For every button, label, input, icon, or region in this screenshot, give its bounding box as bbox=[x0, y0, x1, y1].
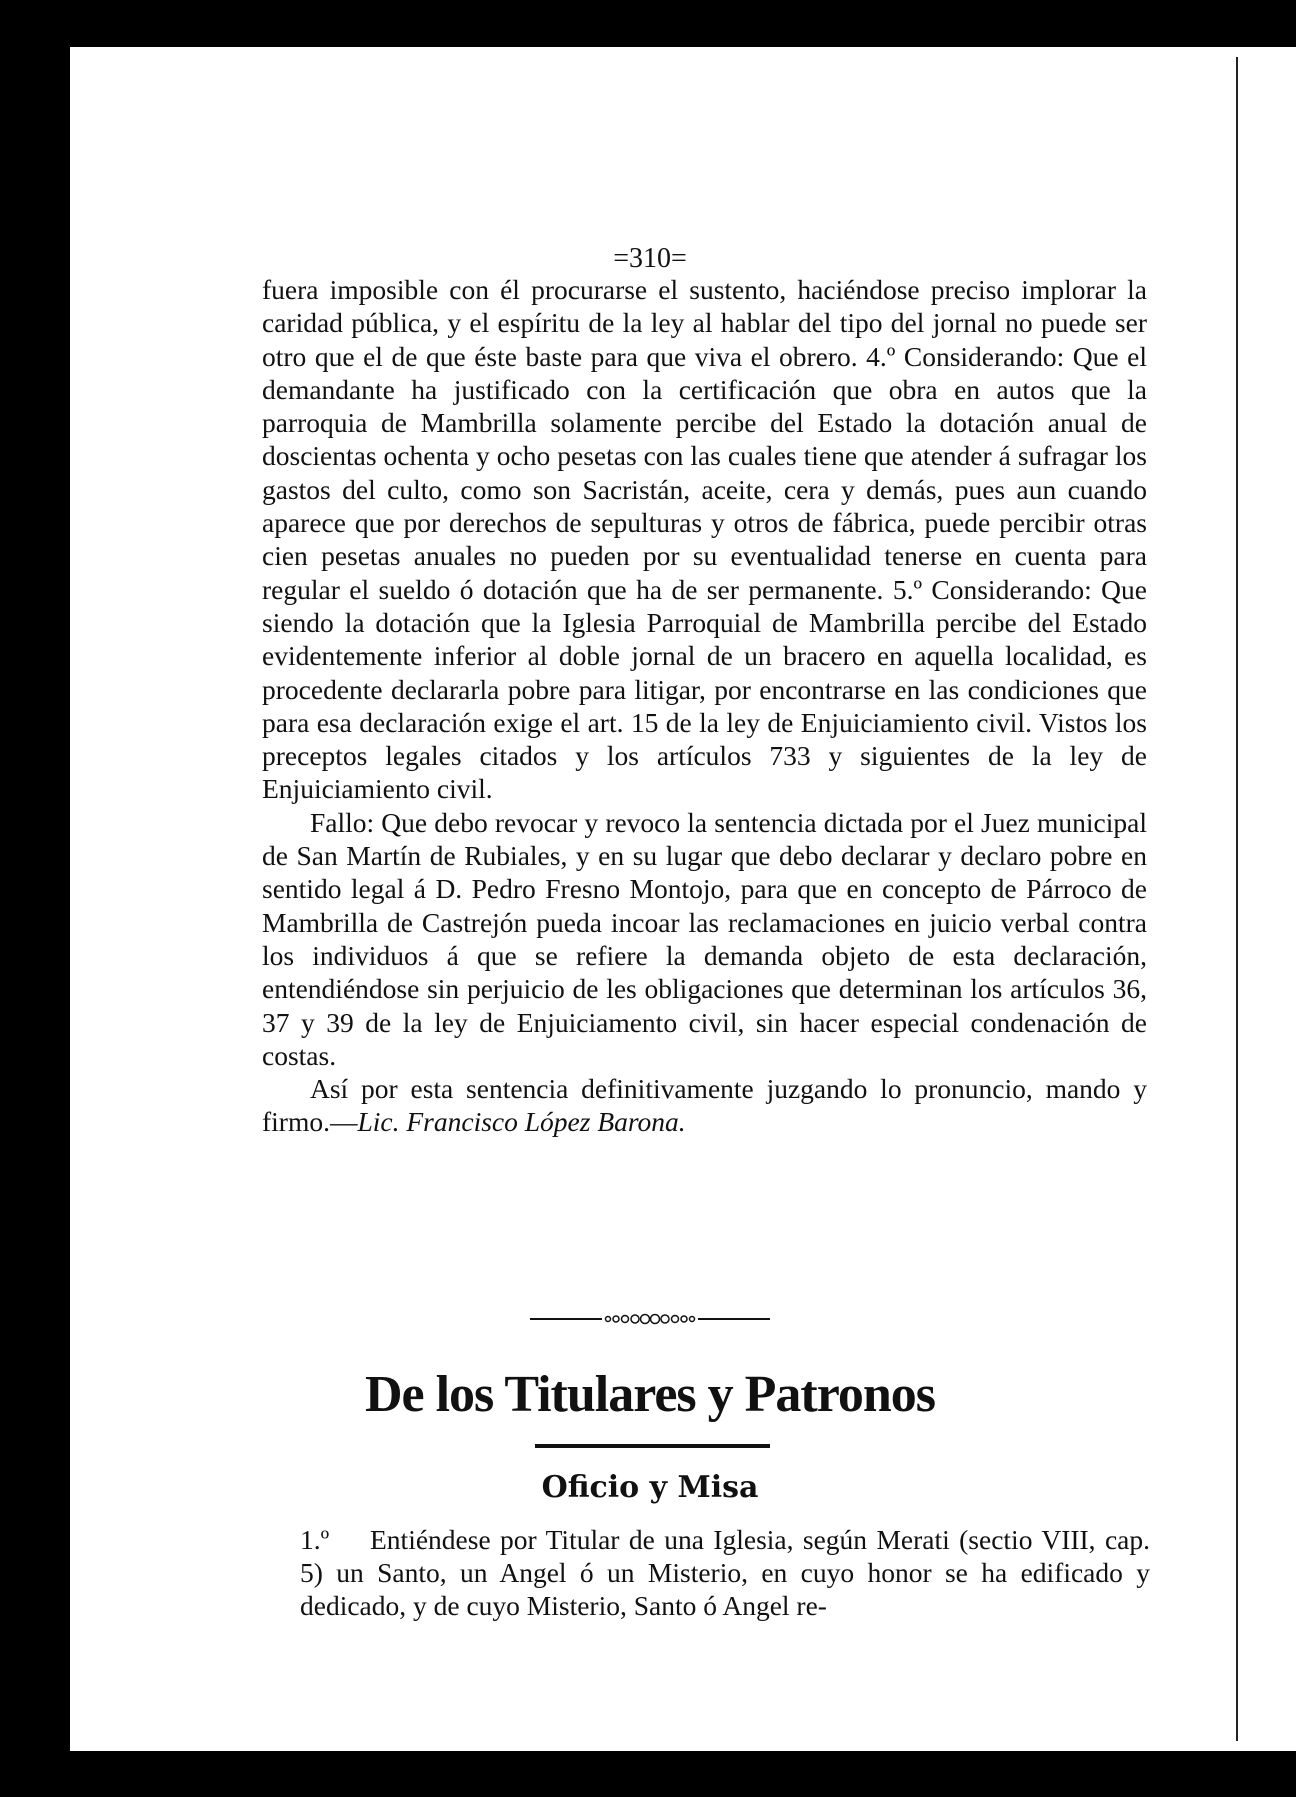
title-rule bbox=[535, 1444, 770, 1448]
body-paragraph: fuera imposible con él procurarse el sustento, haciéndose preciso implorar la caridad pública, y el espíritu de la ley al hablar del tipo del jornal no puede ser otro que el de que éste baste para que viva el obrero. 4.º Considerando: Que el demandante ha justificado con la certificación que obra en autos que la parroquia de Mambrilla solamente percibe del Estado la dotación anual de doscientas ochenta y ocho pesetas con las cuales tiene que atender á sufragar los gastos del culto, como son Sacristán, aceite, cera y demás, pues aun cuando aparece que por derechos de sepulturas y otros de fábrica, puede percibir otras cien pesetas anuales no pueden por su eventualidad tenerse en cuenta para regular el sueldo ó dotación que ha de ser permanente. 5.º Considerando: Que siendo la dotación que la Iglesia Parroquial de Mambrilla percibe del Estado evidentemente inferior al doble jornal de un bracero en aquella localidad, es procedente declararla pobre para litigar, por encontrarse en las condiciones que para esa declaración exige el art. 15 de la ley de Enjuiciamiento civil. Vistos los preceptos legales citados y los artículos 733 y siguientes de la ley de Enjuiciamiento civil. bbox=[262, 274, 1147, 805]
body-paragraph-closing bbox=[262, 1072, 1147, 1139]
page-edge-line bbox=[1236, 57, 1238, 1741]
signature: Lic. Francisco López Barona. bbox=[357, 1106, 686, 1138]
closing-text: Así por esta sentencia definitivamente juzgando lo pronuncio, mando y firmo.— bbox=[262, 1073, 1147, 1138]
item-number: 1.º bbox=[300, 1524, 330, 1555]
item-text: Entiéndese por Titular de una Iglesia, según Merati (sectio VIII, cap. 5) un Santo, un Angel ó un Misterio, en cuyo honor se ha edificado y dedicado, y de cuyo Misterio, Santo ó Angel re- bbox=[300, 1524, 1150, 1621]
page-number: =310= bbox=[613, 243, 687, 274]
body-paragraph: Fallo: Que debo revocar y revoco la sentencia dictada por el Juez municipal de San Martín de Rubiales, y en su lugar que debo declarar y declaro pobre en sentido legal á D. Pedro Fresno Montojo, para que en concepto de Párroco de Mambrilla de Castrejón pueda incoar las reclamaciones en juicio verbal contra los individuos á que se refiere la demanda objeto de esta declaración, entendiéndose sin perjuicio de les obligaciones que determinan los artículos 36, 37 y 39 de la ley de Enjuiciamento civil, sin hacer especial condenación de costas. bbox=[262, 806, 1147, 1071]
section-title: De los Titulares y Patronos bbox=[364, 1366, 936, 1423]
adjacent-page-edge bbox=[1230, 47, 1296, 1751]
body-text bbox=[262, 273, 1147, 1139]
ornament-divider bbox=[530, 1312, 770, 1326]
page bbox=[70, 47, 1230, 1751]
item-paragraph bbox=[300, 1523, 1150, 1623]
subsection-title: Oficio y Misa bbox=[541, 1470, 759, 1505]
